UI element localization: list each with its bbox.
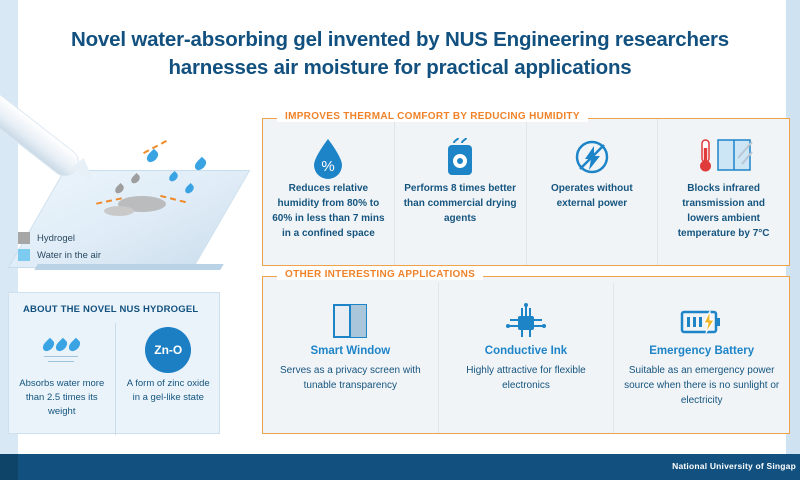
about-column-composition: [116, 323, 222, 435]
legend-swatch-water: [18, 249, 30, 261]
application-cell-conductive-ink: [438, 283, 614, 433]
legend: [18, 232, 101, 266]
about-heading: ABOUT THE NOVEL NUS HYDROGEL: [23, 304, 199, 315]
page-title: Novel water-absorbing gel invented by NUS Engineering researchers harnesses air moisture for practical applications: [71, 28, 729, 79]
hydrogel-blob-secondary: [104, 206, 134, 216]
panel-other-applications: [262, 269, 790, 434]
panel-heading: IMPROVES THERMAL COMFORT BY REDUCING HUMIDITY: [277, 111, 588, 122]
zno-badge: Zn-O: [145, 327, 191, 373]
about-hydrogel-box: [8, 292, 220, 434]
svg-text:%: %: [321, 158, 336, 175]
feature-text: Blocks infrared transmission and lowers ambient temperature by 7°C: [677, 183, 770, 239]
about-text: Absorbs water more than 2.5 times its weight: [19, 378, 105, 417]
application-title: Emergency Battery: [649, 345, 755, 357]
dehumidifier-icon: [440, 135, 480, 181]
application-title: Conductive Ink: [484, 345, 568, 357]
legend-item: [18, 232, 101, 244]
feature-cell-no-power: [526, 119, 658, 265]
application-cell-smart-window: [263, 283, 438, 433]
feature-text: Reduces relative humidity from 80% to 60% in less than 7 mins in a confined space: [272, 183, 385, 239]
feature-cell-infrared-block: [657, 119, 789, 265]
legend-swatch-hydrogel: [18, 232, 30, 244]
application-cell-emergency-battery: [613, 283, 789, 433]
panel-thermal-comfort: [262, 111, 790, 266]
legend-label: Hydrogel: [37, 232, 76, 244]
application-text: Highly attractive for flexible electronics: [466, 365, 586, 391]
about-text: A form of zinc oxide in a gel-like state: [126, 378, 210, 403]
application-text: Suitable as an emergency power source when there is no sunlight or electricity: [624, 365, 780, 406]
no-power-icon: [572, 135, 612, 181]
smart-window-icon: [328, 299, 372, 345]
application-text: Serves as a privacy screen with tunable transparency: [280, 365, 421, 391]
application-title: Smart Window: [310, 345, 391, 357]
feature-cell-drying-agent: [394, 119, 526, 265]
humidity-droplet-icon: [311, 135, 345, 181]
conductive-ink-icon: [503, 299, 549, 345]
footer-label: National University of Singap: [672, 461, 796, 471]
legend-item: [18, 249, 101, 261]
zinc-oxide-icon: [145, 323, 191, 377]
legend-label: Water in the air: [37, 249, 102, 261]
feature-text: Operates without external power: [551, 183, 633, 209]
footer-accent: [0, 454, 18, 480]
panel-heading: OTHER INTERESTING APPLICATIONS: [277, 269, 483, 280]
footer-bar: [0, 454, 800, 480]
feature-text: Performs 8 times better than commercial drying agents: [403, 183, 517, 224]
thermometer-window-icon: [694, 135, 754, 181]
about-column-absorption: [9, 323, 116, 435]
battery-icon: [678, 299, 726, 345]
water-droplets-icon: [44, 323, 79, 377]
feature-cell-humidity: [263, 119, 394, 265]
